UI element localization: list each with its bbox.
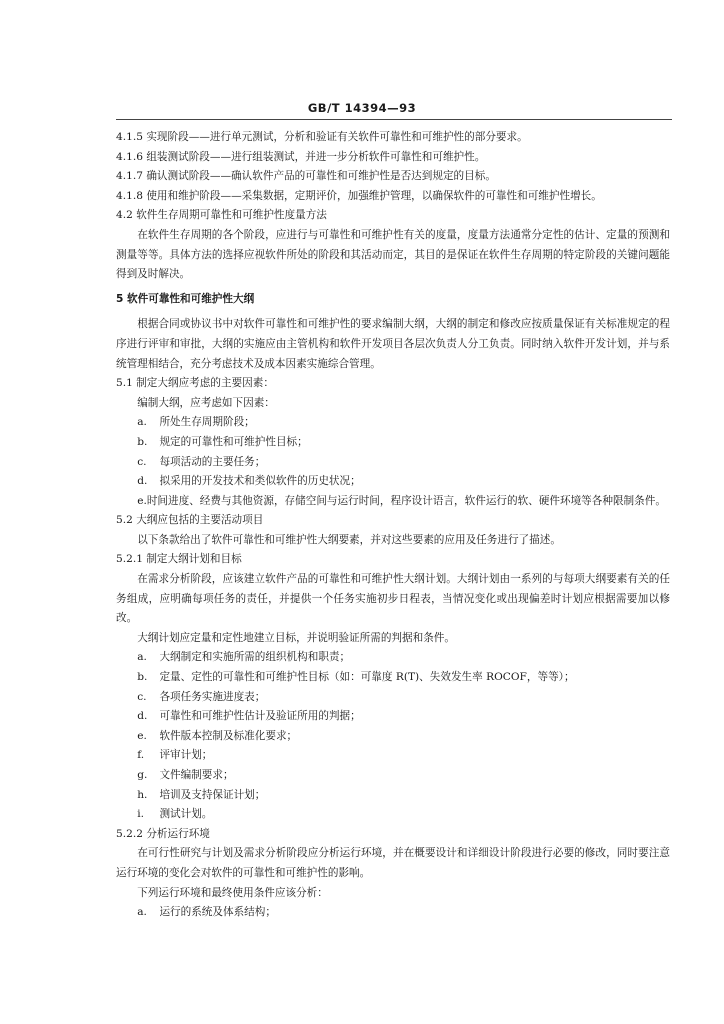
- list-item-text: 大纲制定和实施所需的组织机构和职责；: [159, 651, 351, 664]
- list-item: [116, 727, 670, 747]
- header-rule: [116, 119, 672, 120]
- list-item: [116, 492, 670, 512]
- list-item-text: 可靠性和可维护性估计及验证所用的判据；: [159, 710, 361, 723]
- clause-5-2-2-list: [116, 903, 670, 923]
- clause-4-2-heading: 4.2 软件生存周期可靠性和可维护性度量方法: [116, 209, 327, 222]
- list-item-label: d.: [137, 475, 148, 488]
- list-item-label: a.: [137, 906, 147, 919]
- list-item-text: 评审计划；: [159, 749, 213, 762]
- list-item: [116, 688, 670, 708]
- list-item: [116, 648, 670, 668]
- list-item-label: b.: [137, 435, 148, 448]
- list-item-label: c.: [137, 455, 147, 468]
- list-item-text: 文件编制要求；: [159, 769, 234, 781]
- list-item: [116, 903, 670, 923]
- list-item: [116, 766, 670, 786]
- clause-4-1-7: 4.1.7 确认测试阶段——确认软件产品的可靠性和可维护性是否达到规定的目标。: [116, 170, 496, 183]
- clause-5-2-2-body: 在可行性研究与计划及需求分析阶段应分析运行环境，并在概要设计和详细设计阶段进行必要的修改，同时要注意运行环境的变化会对软件的可靠性和可维护性的影响。: [116, 847, 670, 879]
- list-item-text: 所处生存周期阶段；: [159, 416, 255, 429]
- section-5-body: 根据合同或协议书中对软件可靠性和可维护性的要求编制大纲，大纲的制定和修改应按质量保证有关标准规定的程序进行评审和审批，大纲的实施应由主管机构和软件开发项目各层次负责人分工负责。同时纳入软件开发计划，并与系统管理相结合，充分考虑技术及成本因素实施综合管理。: [116, 318, 670, 370]
- list-item: [116, 786, 670, 806]
- list-item-label: d.: [137, 710, 148, 723]
- list-item-label: i.: [137, 808, 144, 821]
- list-item-label: a.: [137, 651, 147, 664]
- list-item-text: 测试计划。: [159, 808, 213, 821]
- list-item-text: 定量、定性的可靠性和可维护性目标（如：可靠度 R(T)、失效发生率 ROCOF，等等）；: [159, 671, 575, 684]
- list-item-label: f.: [137, 749, 145, 762]
- list-item-label: e.: [137, 494, 147, 507]
- clause-5-2-1-body: 在需求分析阶段，应该建立软件产品的可靠性和可维护性大纲计划。大纲计划由一系列的与每项大纲要素有关的任务组成，应明确每项任务的责任，并提供一个任务实施初步日程表，当情况变化或出现偏差时计划应根据需要加以修改。: [116, 573, 670, 625]
- clause-4-1-8: 4.1.8 使用和维护阶段——采集数据，定期评价，加强维护管理，以确保软件的可靠性和可维护性增长。: [116, 189, 602, 202]
- clause-4-2-body: 在软件生存周期的各个阶段，应进行与可靠性和可维护性有关的度量，度量方法通常分定性的估计、定量的预测和测量等等。具体方法的选择应视软件所处的阶段和其活动而定，其目的是保证在软件生存周期的特定阶段的关键问题能得到及时解决。: [116, 228, 670, 281]
- list-item: [116, 453, 670, 473]
- list-item: [116, 413, 670, 433]
- clause-5-2-1-list: [116, 648, 670, 824]
- clause-5-2-body: 以下条款给出了软件可靠性和可维护性大纲要素，并对这些要素的应用及任务进行了描述。: [137, 533, 561, 546]
- list-item: [116, 668, 670, 688]
- clause-5-1-heading: 5.1 制定大纲应考虑的主要因素：: [116, 377, 274, 390]
- list-item-text: 每项活动的主要任务；: [159, 455, 266, 468]
- clause-5-2-2-heading: 5.2.2 分析运行环境: [116, 827, 210, 840]
- list-item-label: c.: [137, 690, 147, 703]
- list-item: [116, 805, 670, 825]
- clause-5-2-1-intro: 大纲计划应定量和定性地建立目标，并说明验证所需的判据和条件。: [137, 631, 455, 644]
- list-item: [116, 746, 670, 766]
- list-item-text: 培训及支持保证计划；: [159, 788, 266, 801]
- document-body: [116, 128, 670, 923]
- list-item-label: a.: [137, 416, 147, 429]
- clause-5-2-1-heading: 5.2.1 制定大纲计划和目标: [116, 553, 242, 566]
- list-item: [116, 707, 670, 727]
- clause-4-1-6: 4.1.6 组装测试阶段——进行组装测试，并进一步分析软件可靠性和可维护性。: [116, 150, 486, 163]
- section-5-heading: 5 软件可靠性和可维护性大纲: [116, 292, 255, 305]
- list-item-label: e.: [137, 729, 147, 742]
- list-item-label: b.: [137, 671, 148, 684]
- clause-4-1-5: 4.1.5 实现阶段——进行单元测试，分析和验证有关软件可靠性和可维护性的部分要求。: [116, 131, 528, 143]
- list-item: [116, 433, 670, 453]
- clause-5-1-list: [116, 413, 670, 511]
- list-item-text: 规定的可靠性和可维护性目标；: [159, 435, 308, 448]
- list-item-text: 软件版本控制及标准化要求；: [159, 729, 298, 742]
- standard-code-header: GB/T 14394—93: [307, 101, 417, 115]
- clause-5-1-intro: 编制大纲，应考虑如下因素：: [137, 396, 275, 409]
- clause-5-2-2-intro: 下列运行环境和最终使用条件应该分析：: [137, 886, 328, 899]
- list-item: [116, 472, 670, 492]
- list-item-label: h.: [137, 788, 148, 801]
- list-item-label: g.: [137, 769, 148, 781]
- list-item-text: 时间进度、经费与其他资源，存储空间与运行时间，程序设计语言，软件运行的软、硬件环境等各种限制条件。: [146, 494, 666, 507]
- list-item-text: 拟采用的开发技术和类似软件的历史状况；: [159, 475, 361, 488]
- list-item-text: 运行的系统及体系结构；: [159, 906, 276, 919]
- list-item-text: 各项任务实施进度表；: [159, 690, 266, 703]
- clause-5-2-heading: 5.2 大纲应包括的主要活动项目: [116, 514, 264, 527]
